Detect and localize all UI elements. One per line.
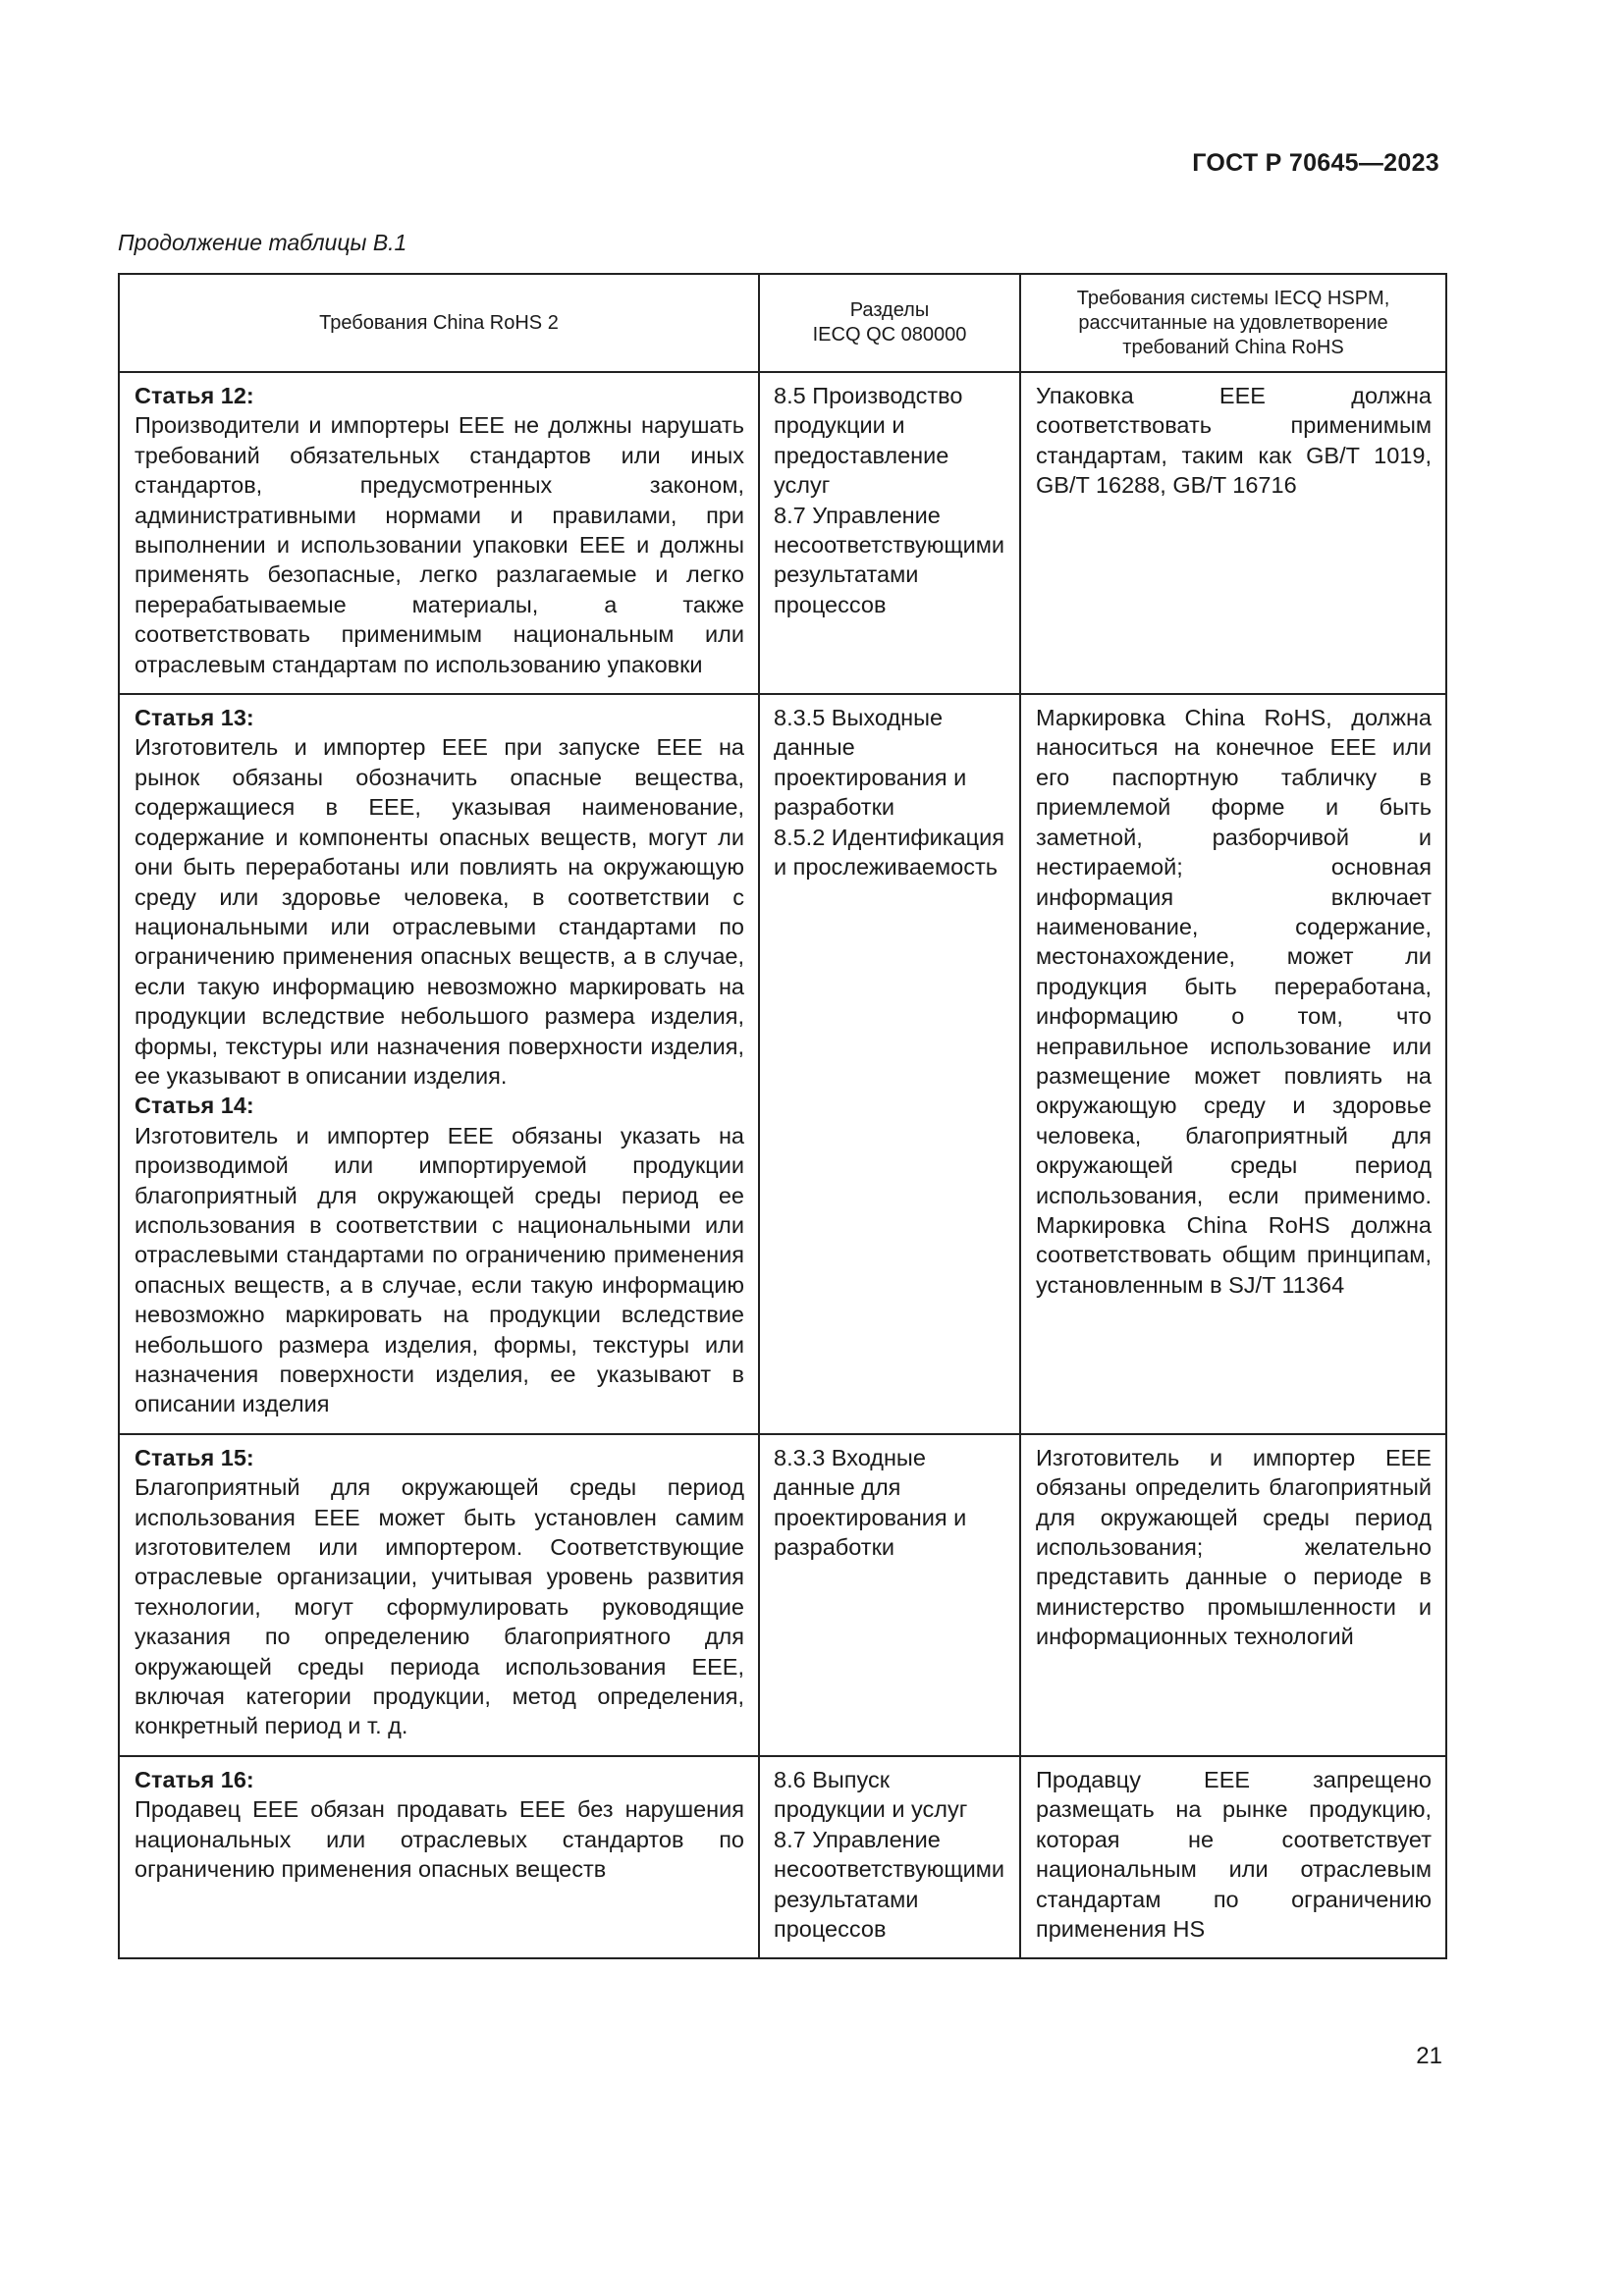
article-title: Статья 12: <box>135 383 254 408</box>
column-header-iecq-sections: Разделы IECQ QC 080000 <box>759 274 1020 372</box>
table-row <box>119 372 1446 694</box>
iecq-section-cell: 8.5 Производство продукции и предоставление услуг 8.7 Управление несоответствующими результатами процессов <box>759 372 1020 694</box>
table-row <box>119 694 1446 1434</box>
china-rohs-requirement-cell <box>119 1756 759 1958</box>
table-row <box>119 1434 1446 1756</box>
hspm-requirement-cell: Изготовитель и импортер ЕЕЕ обязаны определить благоприятный для окружающей среды период использования; желательно представить данные о периоде в министерство промышленности и информационных технологий <box>1020 1434 1446 1756</box>
page-number: 21 <box>1416 2043 1442 2069</box>
document-code: ГОСТ Р 70645—2023 <box>1192 149 1439 177</box>
hspm-requirement-cell: Упаковка ЕЕЕ должна соответствовать применимым стандартам, таким как GB/T 1019, GB/T 16288, GB/T 16716 <box>1020 372 1446 694</box>
article-text: Продавец ЕЕЕ обязан продавать ЕЕЕ без нарушения национальных или отраслевых стандартов по ограничению применения опасных веществ <box>135 1796 744 1883</box>
article-text: Изготовитель и импортер ЕЕЕ при запуске ЕЕЕ на рынок обязаны обозначить опасные вещества, содержащиеся в ЕЕЕ, указывая наименование, содержание и компоненты опасных веществ, могут ли они быть переработаны или повлиять на окружающую среду или здоровье человека, в соответствии с национальными или отраслевыми стандартами по ограничению применения опасных веществ, а в случае, если такую информацию невозможно маркировать на продукции вследствие небольшого размера изделия, формы, текстуры или назначения поверхности изделия, ее указывают в описании изделия. <box>135 734 744 1089</box>
hspm-requirement-cell: Продавцу ЕЕЕ запрещено размещать на рынке продукцию, которая не соответствует национальным или отраслевым стандартам по ограничению применения HS <box>1020 1756 1446 1958</box>
article-text: Благоприятный для окружающей среды период использования ЕЕЕ может быть установлен самим изготовителем или импортером. Соответствующие отраслевые организации, учитывая уровень развития технологии, могут сформулировать руководящие указания по определению благоприятного для окружающей среды периода использования ЕЕЕ, включая категории продукции, метод определения, конкретный период и т. д. <box>135 1474 744 1739</box>
china-rohs-requirement-cell <box>119 372 759 694</box>
article-title: Статья 14: <box>135 1093 254 1119</box>
china-rohs-requirement-cell <box>119 694 759 1434</box>
article-title: Статья 15: <box>135 1444 254 1470</box>
table-header-row <box>119 274 1446 372</box>
article-text: Производители и импортеры ЕЕЕ не должны нарушать требований обязательных стандартов или иных стандартов, предусмотренных законом, административными нормами и правилами, при выполнении и использовании упаковки ЕЕЕ и должны применять безопасные, легко разлагаемые и легко перерабатываемые материалы, а также соответствовать применимым национальным или отраслевым стандартам по использованию упаковки <box>135 412 744 677</box>
column-header-hspm-requirements: Требования системы IECQ HSPM, рассчитанные на удовлетворение требований China RoHS <box>1020 274 1446 372</box>
column-header-china-rohs: Требования China RoHS 2 <box>119 274 759 372</box>
article-title: Статья 16: <box>135 1766 254 1792</box>
hspm-requirement-cell: Маркировка China RoHS, должна наноситься на конечное ЕЕЕ или его паспортную табличку в приемлемой форме и быть заметной, разборчивой и нестираемой; основная информация включает наименование, содержание, местонахождение, может ли продукция быть переработана, информацию о том, что неправильное использование или размещение может повлиять на окружающую среду и здоровье человека, благоприятный для окружающей среды период использования, если применимо. Маркировка China RoHS должна соответствовать общим принципам, установленным в SJ/T 11364 <box>1020 694 1446 1434</box>
china-rohs-requirement-cell <box>119 1434 759 1756</box>
iecq-section-cell: 8.6 Выпуск продукции и услуг 8.7 Управление несоответствующими результатами процессов <box>759 1756 1020 1958</box>
iecq-section-cell: 8.3.3 Входные данные для проектирования и разработки <box>759 1434 1020 1756</box>
requirements-table <box>118 273 1447 1959</box>
table-caption: Продолжение таблицы В.1 <box>118 230 407 255</box>
table-row <box>119 1756 1446 1958</box>
iecq-section-cell: 8.3.5 Выходные данные проектирования и разработки 8.5.2 Идентификация и прослеживаемость <box>759 694 1020 1434</box>
article-text: Изготовитель и импортер ЕЕЕ обязаны указать на производимой или импортируемой продукции благоприятный для окружающей среды период ее использования в соответствии с национальными или отраслевыми стандартами по ограничению применения опасных веществ, а в случае, если такую информацию невозможно маркировать на продукции вследствие небольшого размера изделия, формы, текстуры или назначения поверхности изделия, ее указывают в описании изделия <box>135 1122 744 1417</box>
article-title: Статья 13: <box>135 705 254 731</box>
